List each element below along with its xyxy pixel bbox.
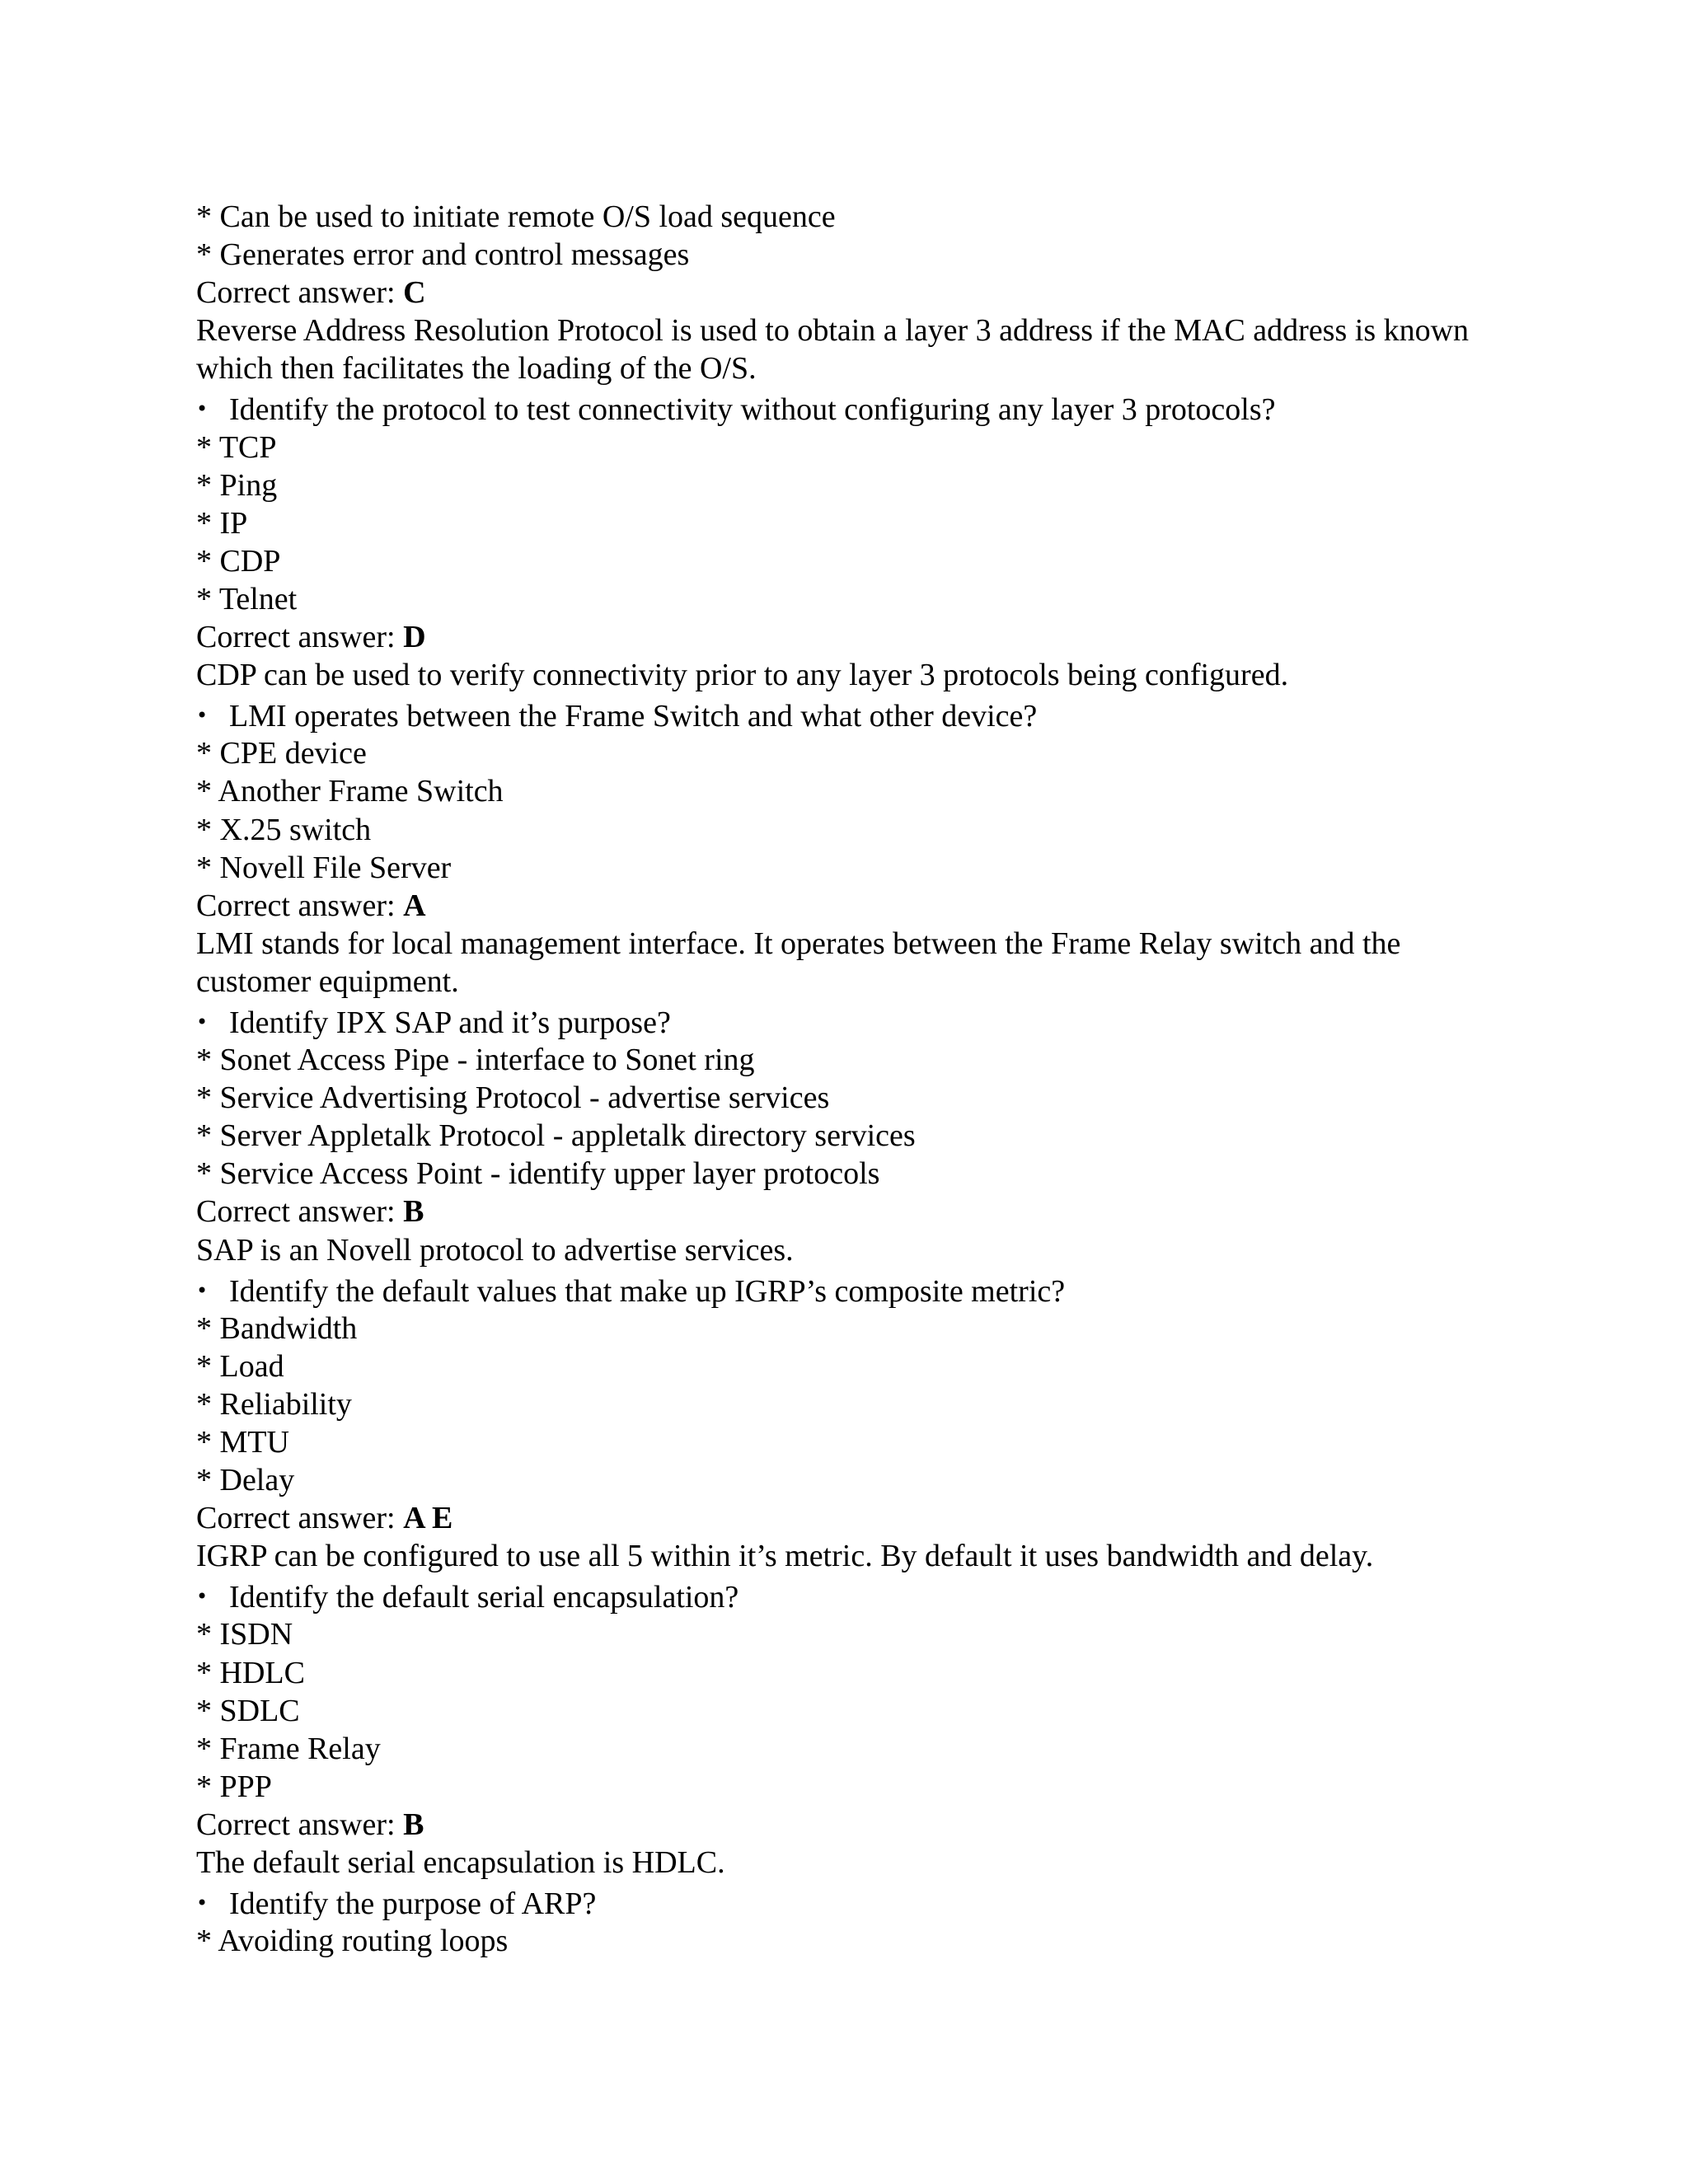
answer-value: B [403,1194,424,1230]
answer-line [196,1806,1498,1844]
option-line: * Frame Relay [196,1731,381,1766]
answer-label: Correct answer: [196,275,396,311]
option-line: * Delay [196,1463,295,1498]
option-line: * Server Appletalk Protocol - appletalk directory services [196,1118,916,1154]
option-line: * SDLC [196,1693,300,1728]
option-line: * Novell File Server [196,850,452,885]
option-line: * HDLC [196,1655,305,1690]
question-block [196,1884,1498,1960]
question-block [196,390,1498,694]
option-line: * Service Advertising Protocol - advertise services [196,1080,830,1116]
question-text: Identify the protocol to test connectivity without configuring any layer 3 protocols? [229,392,1276,428]
document-body [196,198,1498,1960]
answer-line [196,618,1498,656]
answer-value: C [403,275,426,311]
bullet-icon: • [196,1278,209,1302]
explanation: Reverse Address Resolution Protocol is used to obtain a layer 3 address if the MAC address is known which then facilitates the loading of the O/S. [196,313,1470,387]
bullet-icon: • [196,1891,209,1915]
answer-line [196,1193,1498,1230]
answer-label: Correct answer: [196,1194,396,1230]
option-line: * CDP [196,543,281,579]
question-list [196,390,1498,1960]
option-line: * Generates error and control messages [196,237,690,273]
intro-block [196,198,1498,387]
option-line: * Avoiding routing loops [196,1924,509,1959]
option-line: * Service Access Point - identify upper layer protocols [196,1156,880,1192]
explanation: The default serial encapsulation is HDLC. [196,1845,725,1881]
answer-value: A E [403,1501,453,1536]
question-text: Identify the default serial encapsulation? [229,1580,739,1615]
option-line: * TCP [196,429,277,465]
option-line: * Can be used to initiate remote O/S load sequence [196,199,836,234]
explanation: IGRP can be configured to use all 5 within it’s metric. By default it uses bandwidth and delay. [196,1539,1374,1574]
option-line: * Bandwidth [196,1310,358,1346]
option-line: * CPE device [196,736,367,771]
answer-label: Correct answer: [196,888,396,923]
answer-line [196,1499,1498,1537]
answer-value: D [403,620,426,655]
question-block [196,696,1498,1001]
option-line: * Another Frame Switch [196,774,504,809]
option-line: * Reliability [196,1386,352,1422]
bullet-icon: • [196,1010,209,1033]
question-text: LMI operates between the Frame Switch and what other device? [229,699,1038,734]
answer-value: B [403,1807,424,1842]
answer-line [196,887,1498,925]
option-line: * Sonet Access Pipe - interface to Sonet ring [196,1043,755,1078]
option-line: * ISDN [196,1617,293,1652]
question-line [196,1884,1498,1922]
question-line [196,696,1498,734]
option-line: * PPP [196,1769,272,1804]
bullet-icon: • [196,704,209,728]
answer-label: Correct answer: [196,1501,396,1536]
question-text: Identify the default values that make up IGRP’s composite metric? [229,1273,1066,1309]
bullet-icon: • [196,1585,209,1609]
question-line [196,1577,1498,1615]
option-line: * Telnet [196,581,298,616]
answer-label: Correct answer: [196,620,396,655]
question-text: Identify IPX SAP and it’s purpose? [229,1005,671,1040]
option-line: * X.25 switch [196,812,372,847]
question-text: Identify the purpose of ARP? [229,1886,597,1922]
option-line: * MTU [196,1425,289,1460]
option-line: * Load [196,1348,284,1384]
question-block [196,1272,1498,1576]
question-line [196,1003,1498,1041]
question-block [196,1003,1498,1269]
answer-label: Correct answer: [196,1807,396,1842]
question-block [196,1577,1498,1882]
answer-value: A [403,888,426,923]
explanation: CDP can be used to verify connectivity prior to any layer 3 protocols being configured. [196,658,1289,693]
answer-line [196,274,1498,312]
option-line: * IP [196,505,248,541]
question-line [196,1272,1498,1310]
question-line [196,390,1498,428]
option-line: * Ping [196,467,278,503]
bullet-icon: • [196,397,209,421]
explanation: SAP is an Novell protocol to advertise services. [196,1232,794,1268]
explanation: LMI stands for local management interface. It operates between the Frame Relay switch and the customer equipment. [196,926,1401,999]
